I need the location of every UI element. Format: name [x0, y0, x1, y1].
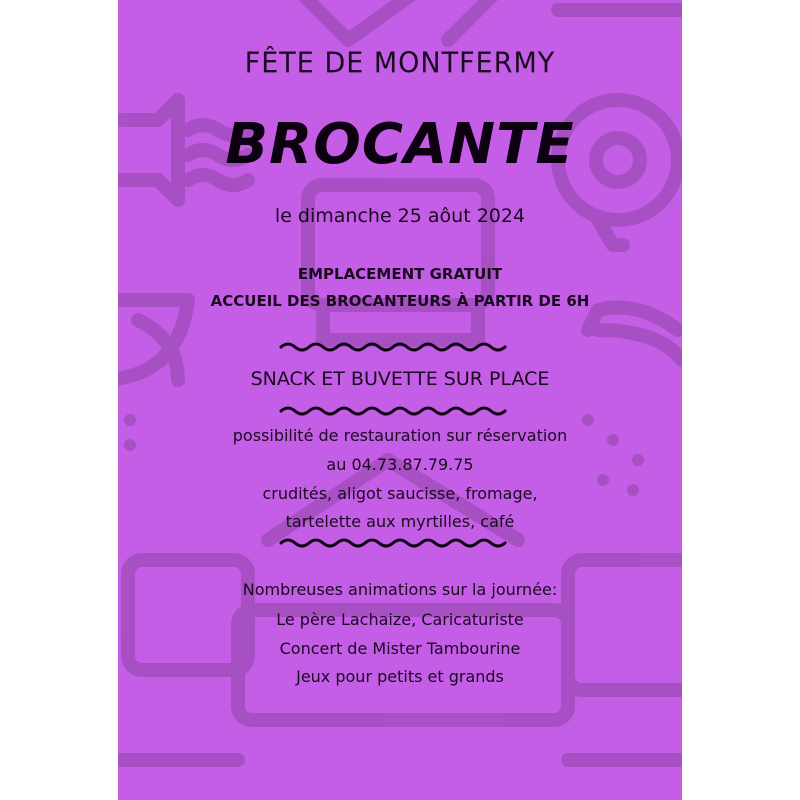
- event-date: le dimanche 25 aôut 2024: [274, 205, 526, 227]
- page-title: BROCANTE: [225, 112, 575, 177]
- phone-number: au 04.73.87.79.75: [326, 455, 474, 474]
- free-spot-line: EMPLACEMENT GRATUIT: [297, 265, 503, 283]
- wave-divider: [278, 404, 508, 418]
- animation-item: Le père Lachaize, Caricaturiste: [276, 610, 524, 629]
- iron-shape-top: [298, 0, 418, 40]
- wave-divider: [278, 340, 508, 354]
- animation-item: Jeux pour petits et grands: [296, 667, 504, 686]
- animation-item: Concert de Mister Tambourine: [279, 639, 521, 658]
- machine-shape: [308, 185, 488, 305]
- restaurant-line: possibilité de restauration sur réservation: [232, 426, 568, 445]
- snack-title: SNACK ET BUVETTE SUR PLACE: [250, 368, 550, 390]
- wave-divider: [278, 536, 508, 550]
- poster: [118, 0, 682, 800]
- festival-title: FÊTE DE MONTFERMY: [244, 47, 556, 80]
- menu-line: tartelette aux myrtilles, café: [285, 512, 515, 531]
- menu-line: crudités, aligot saucisse, fromage,: [262, 484, 538, 503]
- welcome-time-line: ACCUEIL DES BROCANTEURS À PARTIR DE 6H: [210, 292, 590, 310]
- animations-title: Nombreuses animations sur la journée:: [242, 580, 558, 599]
